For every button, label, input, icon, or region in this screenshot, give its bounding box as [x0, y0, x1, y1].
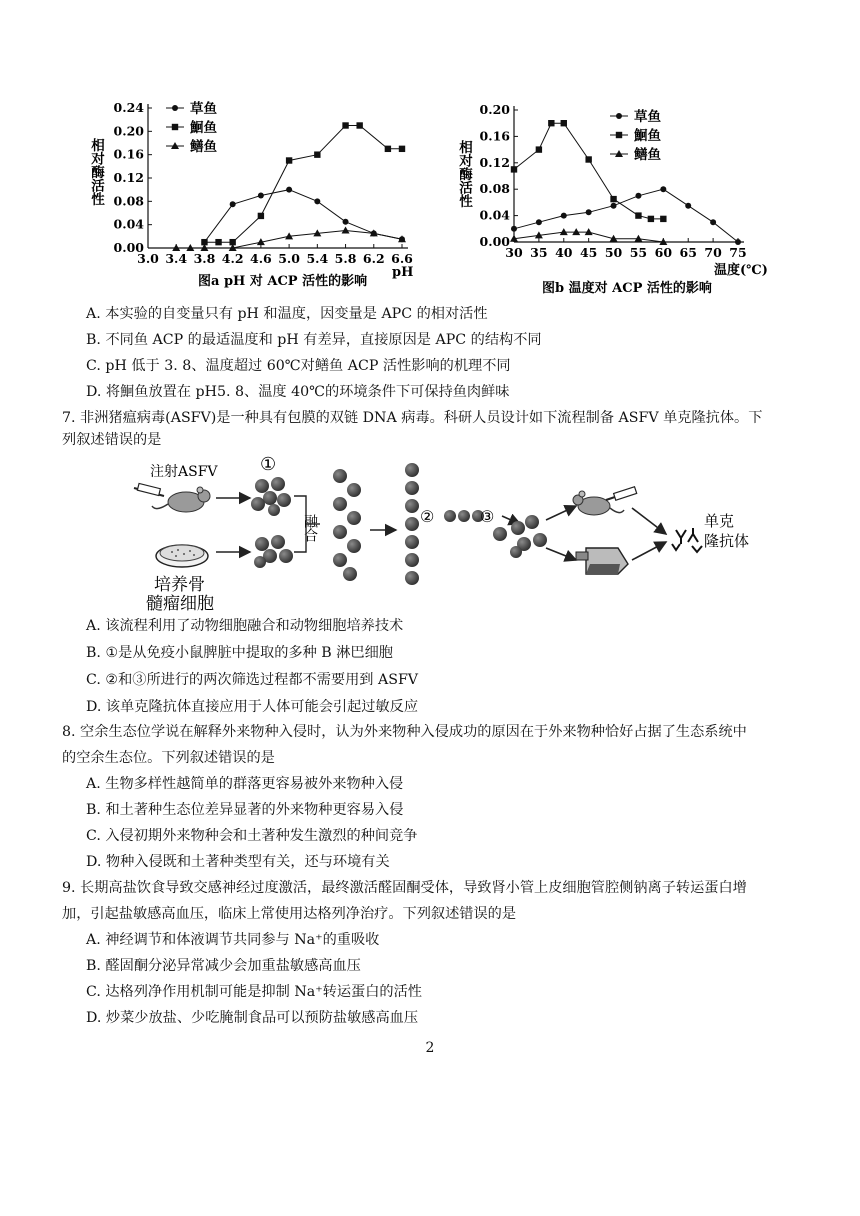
- q8-option-c: C. 入侵初期外来物种会和土著种发生激烈的种间竞争: [86, 828, 418, 844]
- y-tick-label: 0.04: [113, 216, 144, 232]
- x-tick-label: 6.6: [391, 251, 413, 266]
- y-tick-label: 0.20: [113, 123, 144, 139]
- q9-option-c: C. 达格列净作用机制可能是抑制 Na⁺转运蛋白的活性: [86, 984, 422, 1000]
- q7-stem-line-1: 7. 非洲猪瘟病毒(ASFV)是一种具有包膜的双链 DNA 病毒。科研人员设计如下流程制备 ASFV 单克隆抗体。下: [62, 410, 763, 426]
- data-point: [286, 187, 292, 193]
- culture-label-line-2: 髓瘤细胞: [146, 594, 214, 614]
- y-tick-label: 0.04: [479, 207, 510, 223]
- q8-option-a: A. 生物多样性越简单的群落更容易被外来物种入侵: [86, 776, 404, 792]
- q8-option-d: D. 物种入侵既和土著种类型有关，还与环境有关: [86, 854, 390, 870]
- hybridoma-cell-column: [405, 463, 419, 585]
- y-tick-label: 0.16: [479, 128, 510, 144]
- q9-option-d: D. 炒菜少放盐、少吃腌制食品可以预防盐敏感高血压: [86, 1010, 419, 1026]
- data-point: [561, 120, 567, 126]
- data-point: [735, 239, 741, 245]
- data-point: [230, 201, 236, 207]
- legend-label: 鮰鱼: [634, 128, 661, 144]
- data-point: [399, 146, 405, 152]
- x-tick-label: 4.2: [221, 251, 244, 266]
- data-point: [611, 203, 617, 209]
- syringe-icon: [134, 483, 164, 496]
- x-tick-label: 70: [704, 245, 722, 260]
- inject-asfv-label: 注射ASFV: [150, 464, 218, 480]
- data-point: [585, 156, 591, 162]
- legend-label: 鳝鱼: [634, 147, 661, 163]
- x-tick-label: 6.2: [362, 251, 385, 266]
- data-point: [511, 226, 517, 232]
- x-axis-unit: 温度(℃): [714, 263, 768, 278]
- asfv-antibody-flow-diagram: [120, 452, 760, 612]
- y-tick-label: 0.00: [113, 240, 144, 255]
- q7-option-a: A. 该流程利用了动物细胞融合和动物细胞培养技术: [86, 618, 404, 634]
- step-2-label: ②: [420, 507, 435, 526]
- q9-stem-line-1: 9. 长期高盐饮食导致交感神经过度激活，最终激活醛固酮受体，导致肾小管上皮细胞管腔侧钠离子转运蛋白增: [62, 880, 747, 896]
- figure-a-caption: 图a pH 对 ACP 活性的影响: [198, 274, 368, 289]
- data-point: [258, 193, 264, 199]
- data-point: [314, 198, 320, 204]
- data-point: [536, 146, 542, 152]
- x-tick-label: 50: [604, 245, 623, 260]
- petri-dish-icon: [156, 545, 208, 567]
- series-line-2: [204, 126, 402, 243]
- x-tick-label: 40: [555, 245, 573, 260]
- data-point: [586, 209, 592, 215]
- y-tick-label: 0.12: [479, 154, 510, 170]
- antibody-icon: [672, 528, 702, 552]
- data-point: [536, 219, 542, 225]
- myeloma-cell-cluster: [254, 535, 293, 568]
- x-tick-label: 3.8: [193, 251, 216, 266]
- data-point: [710, 219, 716, 225]
- data-point: [258, 213, 264, 219]
- q9-option-b: B. 醛固酮分泌异常减少会加重盐敏感高血压: [86, 958, 361, 974]
- q7-option-b: B. ①是从免疫小鼠脾脏中提取的多种 B 淋巴细胞: [86, 645, 393, 661]
- legend-label: 鮰鱼: [190, 120, 217, 136]
- culture-flask-icon: [576, 548, 628, 574]
- legend-label: 草鱼: [634, 109, 661, 125]
- x-tick-label: 5.4: [306, 251, 329, 266]
- x-tick-label: 4.6: [250, 251, 272, 266]
- data-point: [548, 120, 554, 126]
- q7-stem-line-2: 列叙述错误的是: [62, 432, 162, 448]
- q8-stem-line-2: 的空余生态位。下列叙述错误的是: [62, 750, 275, 766]
- data-point: [648, 216, 654, 222]
- data-point: [511, 166, 517, 172]
- y-tick-label: 0.08: [479, 181, 510, 197]
- x-tick-label: 65: [679, 245, 697, 260]
- syringe-icon-right: [606, 487, 637, 500]
- step-3-label: ③: [480, 507, 495, 526]
- chart-ph-acp-activity: [86, 96, 426, 296]
- q9-stem-line-2: 加，引起盐敏感高血压，临床上常使用达格列净治疗。下列叙述错误的是: [62, 906, 517, 922]
- legend-marker: [172, 124, 178, 130]
- x-tick-label: 3.0: [137, 251, 159, 266]
- q6-option-b: B. 不同鱼 ACP 的最适温度和 pH 有差异，直接原因是 APC 的结构不同: [86, 332, 542, 348]
- x-tick-label: 30: [505, 245, 523, 260]
- step-1-label: ①: [260, 454, 277, 475]
- fusion-label: 融合: [302, 514, 318, 542]
- chart-temp-acp-activity: [456, 96, 802, 296]
- x-tick-label: 3.4: [165, 251, 188, 266]
- x-tick-label: 5.0: [278, 251, 300, 266]
- q6-option-a: A. 本实验的自变量只有 pH 和温度，因变量是 APC 的相对活性: [86, 306, 488, 322]
- page-number: 2: [425, 1040, 435, 1056]
- x-tick-label: 75: [729, 245, 747, 260]
- fused-cell-column: [333, 469, 361, 581]
- data-point: [561, 213, 567, 219]
- q7-option-d: D. 该单克隆抗体直接应用于人体可能会引起过敏反应: [86, 699, 419, 715]
- product-label-line-2: 隆抗体: [704, 532, 750, 550]
- q6-option-d: D. 将鮰鱼放置在 pH5. 8、温度 40℃的环境条件下可保持鱼肉鲜味: [86, 384, 510, 400]
- data-point: [314, 151, 320, 157]
- data-point: [342, 227, 350, 234]
- data-point: [685, 203, 691, 209]
- b-cell-cluster: [251, 477, 291, 516]
- legend-marker: [616, 132, 622, 138]
- y-tick-label: 0.08: [113, 193, 144, 209]
- legend-marker: [616, 113, 622, 119]
- data-point: [660, 216, 666, 222]
- y-axis-label: 相对酶活性: [456, 140, 472, 208]
- product-label-line-1: 单克: [704, 512, 735, 530]
- q8-stem-line-1: 8. 空余生态位学说在解释外来物种入侵时，认为外来物种入侵成功的原因在于外来物种恰好占据了生态系统中: [62, 724, 747, 740]
- x-axis-unit: pH: [392, 265, 414, 280]
- y-tick-label: 0.20: [479, 102, 510, 117]
- data-point: [356, 122, 362, 128]
- y-tick-label: 0.00: [479, 234, 510, 249]
- x-tick-label: 35: [530, 245, 548, 260]
- data-point: [343, 219, 349, 225]
- legend-marker: [172, 105, 178, 111]
- y-tick-label: 0.24: [113, 100, 144, 115]
- mouse-icon: [152, 487, 210, 512]
- data-point: [660, 186, 666, 192]
- y-tick-label: 0.16: [113, 146, 144, 162]
- q7-option-c: C. ②和③所进行的两次筛选过程都不需要用到 ASFV: [86, 672, 419, 688]
- selected-cells-row: [444, 510, 484, 522]
- culture-label-line-1: 培养骨: [154, 575, 205, 595]
- x-tick-label: 45: [579, 245, 598, 260]
- data-point: [635, 193, 641, 199]
- x-tick-label: 55: [629, 245, 648, 260]
- q8-option-b: B. 和土著种生态位差异显著的外来物种更容易入侵: [86, 802, 404, 818]
- q9-option-a: A. 神经调节和体液调节共同参与 Na⁺的重吸收: [86, 932, 380, 948]
- x-tick-label: 5.8: [334, 251, 357, 266]
- legend-label: 草鱼: [190, 101, 217, 117]
- figure-b-caption: 图b 温度对 ACP 活性的影响: [542, 281, 712, 296]
- data-point: [286, 157, 292, 163]
- y-axis-label: 相对酶活性: [88, 138, 104, 206]
- x-tick-label: 60: [654, 245, 673, 260]
- data-point: [342, 122, 348, 128]
- legend-label: 鳝鱼: [190, 139, 217, 155]
- data-point: [385, 146, 391, 152]
- data-point: [610, 196, 616, 202]
- data-point: [635, 212, 641, 218]
- data-point: [215, 239, 221, 245]
- positive-clone-cluster: [493, 515, 547, 558]
- y-tick-label: 0.12: [113, 170, 144, 185]
- q6-option-c: C. pH 低于 3. 8、温度超过 60℃对鳝鱼 ACP 活性影响的机理不同: [86, 358, 511, 374]
